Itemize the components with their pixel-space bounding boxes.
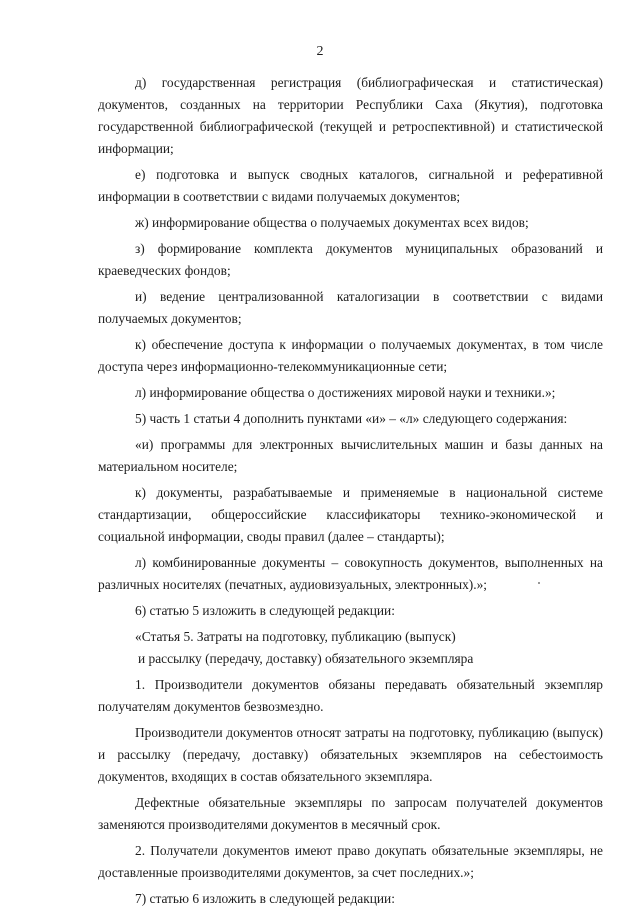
article-5-title-line-1: «Статья 5. Затраты на подготовку, публикацию (выпуск) [135, 629, 456, 644]
page-number: 2 [316, 44, 324, 59]
paragraph-l: л) информирование общества о достижениях мировой науки и техники.»; [135, 385, 556, 400]
article-5-part-1: 1. Производители документов обязаны передавать обязательный экземпляр получателям документов безвозмездно. [98, 677, 603, 714]
paragraph-i: и) ведение централизованной каталогизации в соответствии с видами получаемых документов; [98, 289, 603, 326]
scan-speck [538, 582, 540, 584]
paragraph-new-l: л) комбинированные документы – совокупность документов, выполненных на различных носителях (печатных, аудиовизуальных, электронных).»; [98, 555, 603, 592]
article-5-title-line-2: и рассылку (передачу, доставку) обязательного экземпляра [138, 651, 474, 666]
paragraph-new-k: к) документы, разрабатываемые и применяемые в национальной системе стандартизации, общероссийские классификаторы технико-экономической и социальной информации, своды правил (далее – стандарты); [98, 485, 603, 544]
article-5-part-1-costs: Производители документов относят затраты на подготовку, публикацию (выпуск) и рассылку (передачу, доставку) обязательных экземпляров на себестоимость документов, входящих в состав обязательного экземпляра. [98, 725, 603, 784]
paragraph-item-7: 7) статью 6 изложить в следующей редакции: [135, 891, 395, 906]
paragraph-item-5: 5) часть 1 статьи 4 дополнить пунктами «и» – «л» следующего содержания: [135, 411, 568, 426]
paragraph-item-6: 6) статью 5 изложить в следующей редакции: [135, 603, 395, 618]
paragraph-k: к) обеспечение доступа к информации о получаемых документах, в том числе доступа через информационно-телекоммуникационные сети; [98, 337, 603, 374]
article-5-part-2: 2. Получатели документов имеют право докупать обязательные экземпляры, не доставленные производителями документов, за счет последних.»; [98, 843, 603, 880]
document-body [98, 72, 603, 914]
paragraph-e: е) подготовка и выпуск сводных каталогов, сигнальной и реферативной информации в соответствии с видами получаемых документов; [98, 167, 603, 204]
paragraph-new-i: «и) программы для электронных вычислительных машин и базы данных на материальном носителе; [98, 437, 603, 474]
paragraph-z: з) формирование комплекта документов муниципальных образований и краеведческих фондов; [98, 241, 603, 278]
article-5-part-1-defects: Дефектные обязательные экземпляры по запросам получателей документов заменяются производителями документов в месячный срок. [98, 795, 603, 832]
paragraph-zh: ж) информирование общества о получаемых документах всех видов; [135, 215, 529, 230]
paragraph-d: д) государственная регистрация (библиографическая и статистическая) документов, созданных на территории Республики Саха (Якутия), подготовка государственной библиографической (текущей и ретроспективной) и статистической информации; [98, 75, 603, 156]
